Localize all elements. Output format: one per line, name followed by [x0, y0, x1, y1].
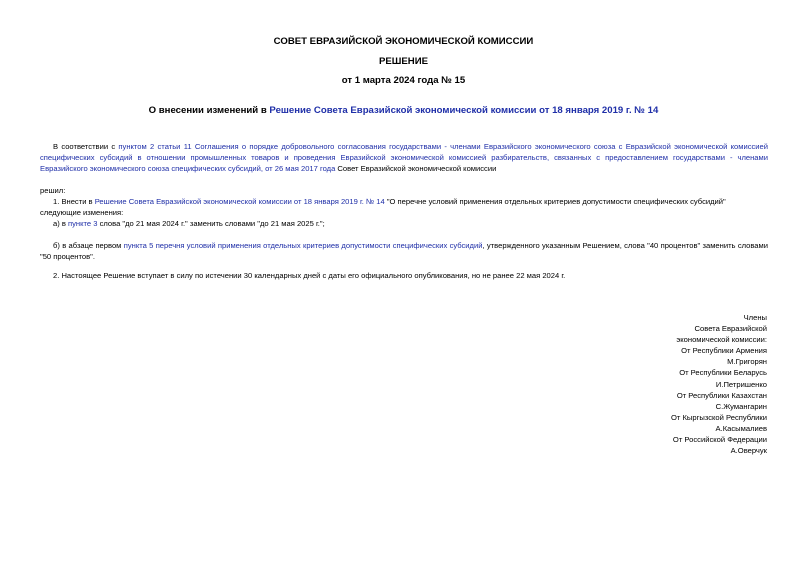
item-a-paragraph	[40, 218, 768, 229]
signature-line: А.Касымалиев	[715, 423, 767, 433]
signature-line: Совета Евразийской	[694, 324, 767, 334]
signature-line: М.Григорян	[727, 357, 767, 367]
council-heading: СОВЕТ ЕВРАЗИЙСКОЙ ЭКОНОМИЧЕСКОЙ КОМИССИИ	[273, 36, 534, 47]
item-1-paragraph	[40, 196, 768, 218]
signature-line: С.Жумангарин	[715, 401, 767, 411]
item-a-text-end: слова "до 21 мая 2024 г." заменить словами "до 21 мая 2025 г.";	[97, 219, 325, 228]
preamble-text-end: Совет Евразийской экономической комиссии	[335, 164, 497, 173]
signature-block	[567, 312, 767, 456]
signature-line: От Республики Армения	[681, 346, 767, 356]
signature-line: От Республики Казахстан	[676, 390, 767, 400]
item-b-paragraph	[40, 240, 768, 262]
preamble-text-start: В соответствии с	[53, 142, 119, 151]
point-3-link[interactable]: пункте 3	[68, 219, 98, 228]
signature-line: экономической комиссии:	[676, 335, 767, 345]
title-decision-link[interactable]: Решение Совета Евразийской экономической комиссии от 18 января 2019 г. № 14	[269, 105, 659, 116]
decision-link[interactable]: Решение Совета Евразийской экономической комиссии от 18 января 2019 г. № 14	[94, 197, 385, 206]
preamble-paragraph	[40, 141, 768, 174]
signature-line: От Кыргызской Республики	[671, 412, 767, 422]
document-title	[0, 105, 807, 117]
point-5-link[interactable]: пункта 5 перечня условий применения отдельных критериев допустимости специфических субсидий	[123, 241, 483, 250]
signature-line: А.Оверчук	[730, 446, 767, 456]
signature-line: Члены	[743, 313, 767, 322]
item-2-paragraph: 2. Настоящее Решение вступает в силу по истечении 30 календарных дней с даты его официального опубликования, но не ранее 22 мая 2024 г.	[53, 271, 566, 280]
resolved-text: решил:	[40, 186, 66, 195]
signature-line: И.Петришенко	[715, 379, 767, 389]
item-b-text-end: , утвержденного указанным Решением, слова "40 процентов" заменить словами "50 процентов".	[40, 241, 768, 261]
signature-line: От Российской Федерации	[672, 435, 767, 445]
item-a-text-start: а) в	[53, 219, 69, 228]
signature-line: От Республики Беларусь	[679, 368, 767, 378]
document-date-number: от 1 марта 2024 года № 15	[341, 75, 466, 86]
title-prefix: О внесении изменений в	[148, 105, 270, 116]
item-1-text-start: 1. Внести в	[53, 197, 95, 206]
document-type: РЕШЕНИЕ	[378, 56, 429, 67]
item-1-text-end: "О перечне условий применения отдельных критериев допустимости специфических субсидий" следующие изменения:	[40, 197, 726, 217]
agreement-link[interactable]: пунктом 2 статьи 11 Соглашения о порядке добровольного согласования государствами - членами Евразийского экономического союза с Евразийской экономической комиссией специфических субсидий в отношении промышленных товаров и проведения Евразийской экономической комиссией разбирательств, связанных с предоставлением государствами - членами Евразийского экономического союза специфических субсидий, от 26 мая 2017 года	[40, 142, 768, 173]
item-b-text-start: б) в абзаце первом	[53, 241, 124, 250]
